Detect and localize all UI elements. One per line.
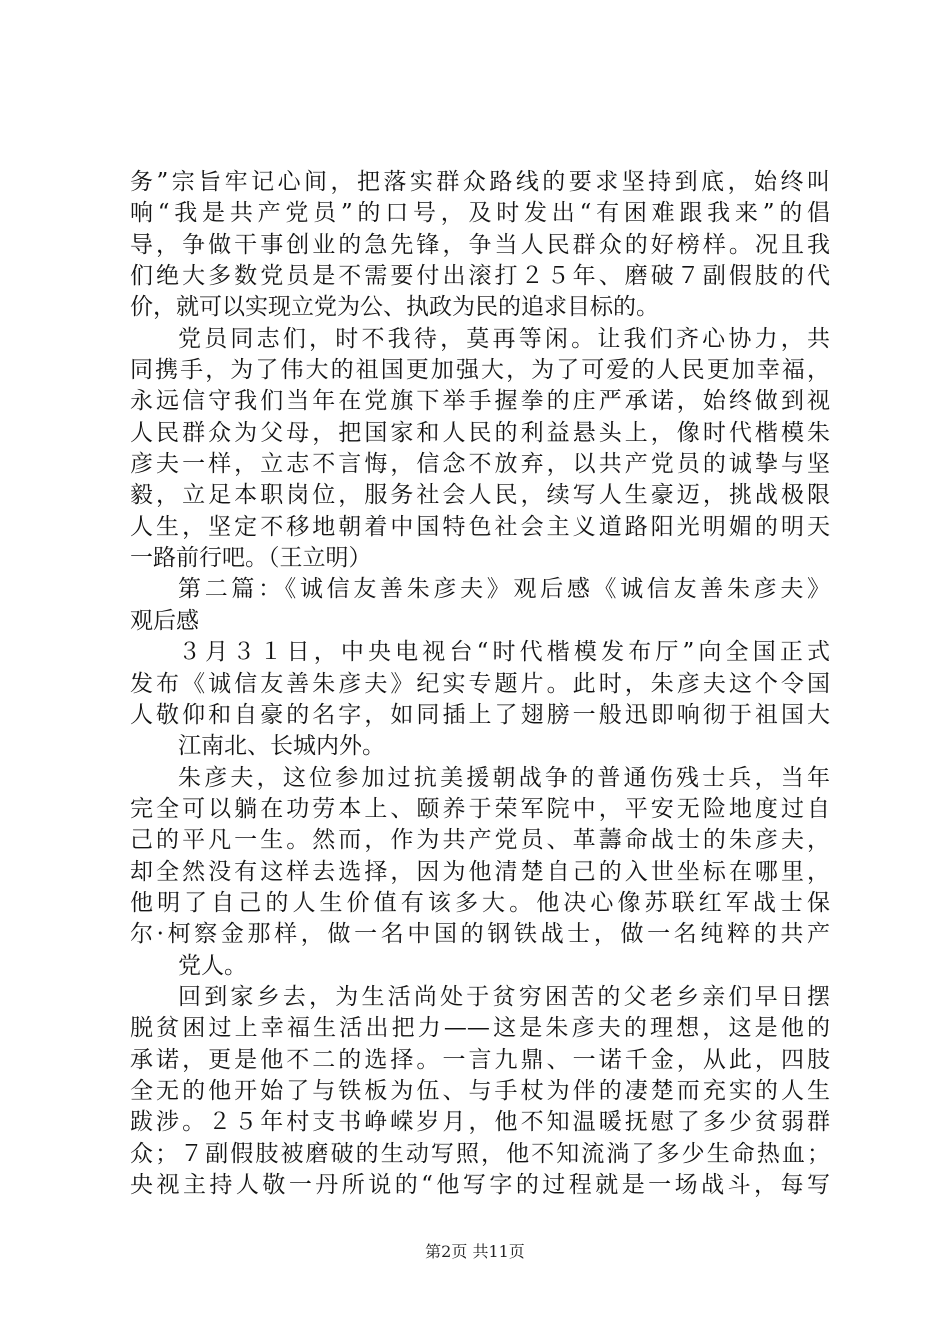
text-line: 响“我是共产党员”的口号，及时发出“有困难跟我来”的倡 <box>130 200 830 226</box>
text-line: 党人。 <box>178 953 247 979</box>
text-line: 己的平凡一生。然而，作为共产党员、革薵命战士的朱彦夫， <box>130 827 830 853</box>
text-line: 他明了自己的人生价值有该多大。他决心像苏联红军战士保 <box>130 890 830 916</box>
text-line: 毅，立足本职岗位，服务社会人民，续写人生豪迈，挑战极限 <box>130 482 830 508</box>
paragraph-start-line: ３月３１日，中央电视台“时代楷模发布厅”向全国正式 <box>178 639 830 665</box>
text-line: 永远信守我们当年在党旗下举手握拳的庄严承诺，始终做到视 <box>130 388 830 414</box>
section-heading-continued: 观后感 <box>130 608 199 634</box>
text-line: 江南北、长城内外。 <box>178 733 385 759</box>
paragraph-start-line: 党员同志们，时不我待，莫再等闲。让我们齐心协力，共 <box>178 326 830 352</box>
text-line: 完全可以躺在功劳本上、颐养于荣军院中，平安无险地度过自 <box>130 796 830 822</box>
section-heading: 第二篇：《诚信友善朱彦夫》观后感《诚信友善朱彦夫》 <box>178 576 830 602</box>
text-line: 价，就可以实现立党为公、执政为民的追求目标的。 <box>130 294 659 320</box>
text-line: 彦夫一样，立志不言悔，信念不放弃，以共产党员的诚挚与坚 <box>130 451 830 477</box>
text-line: 人敬仰和自豪的名字，如同插上了翅膀一般迅即响彻于祖国大 <box>130 702 830 728</box>
text-line: 发布《诚信友善朱彦夫》纪实专题片。此时，朱彦夫这个令国 <box>130 671 830 697</box>
text-line: 导，争做干事创业的急先锋，争当人民群众的好榜样。况且我 <box>130 232 830 258</box>
text-line: 承诺，更是他不二的选择。一言九鼎、一诺千金，从此，四肢 <box>130 1047 830 1073</box>
text-line: 央视主持人敬一丹所说的“他写字的过程就是一场战斗，每写 <box>130 1172 830 1198</box>
paragraph-start-line: 朱彦夫，这位参加过抗美援朝战争的普通伤残士兵，当年 <box>178 765 830 791</box>
text-line: 们绝大多数党员是不需要付出滚打２５年、磨破７副假肢的代 <box>130 263 830 289</box>
text-line: 人民群众为父母，把国家和人民的利益悬头上，像时代楷模朱 <box>130 420 830 446</box>
text-line: 却全然没有这样去选择，因为他清楚自己的入世坐标在哪里， <box>130 859 830 885</box>
text-line: 同携手，为了伟大的祖国更加强大，为了可爱的人民更加幸福， <box>130 357 830 383</box>
text-line: 跋涉。２５年村支书峥嵘岁月，他不知温暖抚慰了多少贫弱群 <box>130 1109 830 1135</box>
text-line: 一路前行吧。（王立明） <box>130 545 372 571</box>
text-line: 务”宗旨牢记心间，把落实群众路线的要求坚持到底，始终叫 <box>130 169 830 195</box>
text-line: 众；７副假肢被磨破的生动写照，他不知流淌了多少生命热血； <box>130 1141 830 1167</box>
text-line: 尔·柯察金那样，做一名中国的钢铁战士，做一名纯粹的共产 <box>130 921 830 947</box>
paragraph-start-line: 回到家乡去，为生活尚处于贫穷困苦的父老乡亲们早日摆 <box>178 984 830 1010</box>
text-line: 全无的他开始了与铁板为伍、与手杖为伴的凄楚而充实的人生 <box>130 1078 830 1104</box>
text-line: 人生，坚定不移地朝着中国特色社会主义道路阳光明媚的明天 <box>130 514 830 540</box>
page-footer: 第2页 共11页 <box>425 1242 525 1261</box>
text-line: 脱贫困过上幸福生活出把力——这是朱彦夫的理想，这是他的 <box>130 1015 830 1041</box>
